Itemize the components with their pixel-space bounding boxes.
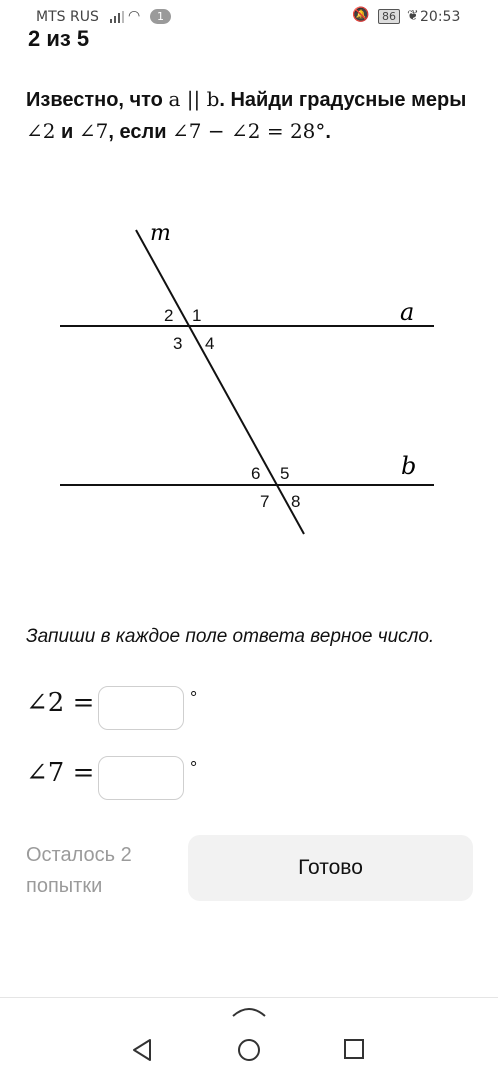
math-parallel: a || b (168, 87, 220, 111)
angle-7-input[interactable] (98, 756, 184, 800)
question-text (26, 84, 476, 148)
question-part: и (55, 121, 79, 143)
answer-label-angle-7: ∠7 = (26, 758, 95, 788)
recent-apps-icon[interactable] (343, 1038, 365, 1060)
mute-bell-icon: 🔕 (352, 7, 370, 23)
home-icon[interactable] (237, 1038, 261, 1062)
angle-label-8: 8 (291, 492, 301, 511)
geometry-diagram (0, 210, 498, 550)
notification-count-badge: 1 (150, 9, 171, 24)
question-part: . (325, 121, 331, 143)
transversal-m (136, 230, 304, 534)
angle-label-2: 2 (164, 306, 174, 325)
answer-label-angle-2: ∠2 = (26, 688, 95, 718)
math-condition: ∠7 − ∠2 = 28° (172, 119, 326, 143)
clock-time: 20:53 (420, 9, 461, 25)
degree-symbol: ° (190, 758, 198, 778)
chevron-up-icon[interactable] (231, 1004, 267, 1018)
question-part: . Найди градусные меры (219, 89, 467, 111)
instruction-text: Запиши в каждое поле ответа верное число. (26, 626, 435, 647)
math-angle-2: ∠2 (26, 119, 56, 143)
carrier-name: MTS RUS (36, 9, 99, 25)
task-progress: 2 из 5 (28, 26, 90, 51)
degree-symbol: ° (190, 688, 198, 708)
battery-icon: 86 (378, 9, 400, 24)
submit-button[interactable]: Готово (188, 835, 473, 901)
wifi-icon: ◠ (128, 8, 141, 24)
label-a: a (400, 298, 415, 326)
angle-label-4: 4 (205, 334, 215, 353)
angle-label-3: 3 (173, 334, 183, 353)
attempts-remaining: Осталось 2 попытки (26, 844, 132, 897)
signal-icon (110, 11, 124, 23)
angle-label-7: 7 (260, 492, 270, 511)
angle-label-5: 5 (280, 464, 290, 483)
angle-label-1: 1 (192, 306, 202, 325)
label-b: b (401, 452, 417, 480)
angle-2-input[interactable] (98, 686, 184, 730)
system-nav-bar (0, 998, 498, 1080)
question-part: , если (108, 121, 173, 143)
angle-label-6: 6 (251, 464, 261, 483)
label-m: m (150, 221, 171, 246)
math-angle-7: ∠7 (78, 119, 109, 143)
leaf-icon: ❦ (407, 8, 419, 24)
question-part: Известно, что (26, 89, 169, 111)
back-icon[interactable] (131, 1038, 153, 1062)
